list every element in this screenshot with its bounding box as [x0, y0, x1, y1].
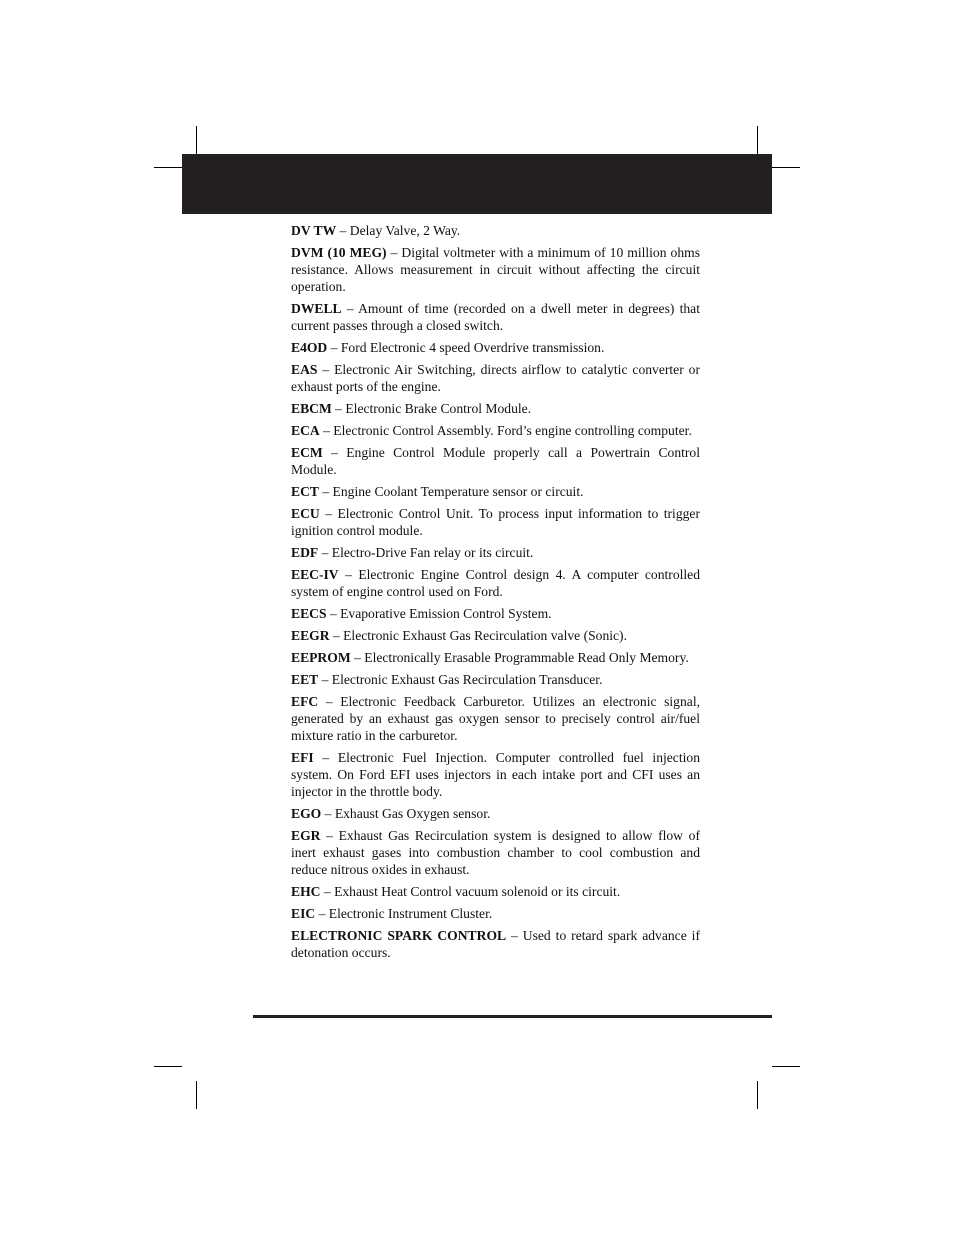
glossary-term: ECT — [291, 484, 319, 499]
glossary-entry — [291, 749, 700, 800]
glossary-term: EGR — [291, 828, 321, 843]
glossary-term: EEGR — [291, 628, 330, 643]
glossary-entry — [291, 566, 700, 600]
glossary-definition: – Electronic Engine Control design 4. A computer controlled system of engine control used on Ford. — [291, 567, 700, 599]
glossary-definition: – Evaporative Emission Control System. — [326, 606, 552, 621]
glossary-term: EGO — [291, 806, 322, 821]
glossary-term: EECS — [291, 606, 327, 621]
crop-mark-top-right-vertical — [757, 126, 758, 154]
glossary-term: EDF — [291, 545, 319, 560]
crop-mark-top-left-horizontal — [154, 167, 182, 168]
glossary-definition: – Electronic Fuel Injection. Computer controlled fuel injection system. On Ford EFI uses injectors in each intake port and CFI uses an injector in the throttle body. — [291, 750, 700, 799]
glossary-definition: – Electronically Erasable Programmable Read Only Memory. — [350, 650, 689, 665]
glossary-entry — [291, 905, 700, 922]
glossary-term: ECU — [291, 506, 320, 521]
glossary-term: EET — [291, 672, 319, 687]
glossary-entry — [291, 544, 700, 561]
glossary-entry — [291, 649, 700, 666]
glossary-term: E4OD — [291, 340, 328, 355]
glossary-entry — [291, 693, 700, 744]
glossary-term: EFC — [291, 694, 319, 709]
crop-mark-bottom-right-vertical — [757, 1081, 758, 1109]
glossary-definition: – Engine Coolant Temperature sensor or circuit. — [318, 484, 584, 499]
glossary-term: ELECTRONIC SPARK CONTROL — [291, 928, 507, 943]
glossary-definition: – Electronic Control Unit. To process input information to trigger ignition control module. — [291, 506, 700, 538]
glossary-entry — [291, 422, 700, 439]
glossary-definition: – Delay Valve, 2 Way. — [336, 223, 461, 238]
glossary-entry — [291, 300, 700, 334]
glossary-definition: – Electronic Feedback Carburetor. Utilizes an electronic signal, generated by an exhaust gas oxygen sensor to precisely control air/fuel mixture ratio in the carburetor. — [291, 694, 700, 743]
glossary-definition: – Electronic Control Assembly. Ford’s engine controlling computer. — [319, 423, 692, 438]
glossary-definition: – Ford Electronic 4 speed Overdrive transmission. — [327, 340, 605, 355]
glossary-definition: – Used to retard spark advance if detonation occurs. — [291, 928, 700, 960]
glossary-definition: – Engine Control Module properly call a Powertrain Control Module. — [291, 445, 700, 477]
glossary-definition: – Exhaust Heat Control vacuum solenoid or its circuit. — [320, 884, 621, 899]
crop-mark-bottom-right-horizontal — [772, 1066, 800, 1067]
glossary-term: DV TW — [291, 223, 337, 238]
glossary-entry — [291, 361, 700, 395]
glossary-definition: – Exhaust Gas Recirculation system is designed to allow flow of inert exhaust gases into combustion chamber to cool combustion and reduce nitrous oxides in exhaust. — [291, 828, 700, 877]
page-footer-rule — [253, 1015, 772, 1018]
glossary-entry — [291, 671, 700, 688]
glossary-entry — [291, 444, 700, 478]
glossary-definition: – Electronic Brake Control Module. — [331, 401, 532, 416]
glossary-definition: – Amount of time (recorded on a dwell meter in degrees) that current passes through a closed switch. — [291, 301, 700, 333]
glossary-definition: – Digital voltmeter with a minimum of 10 million ohms resistance. Allows measurement in circuit without affecting the circuit operation. — [291, 245, 700, 294]
glossary-entry — [291, 505, 700, 539]
glossary-entry — [291, 339, 700, 356]
glossary-definition: – Electronic Exhaust Gas Recirculation Transducer. — [318, 672, 603, 687]
crop-mark-top-right-horizontal — [772, 167, 800, 168]
glossary-term: EEC-IV — [291, 567, 339, 582]
glossary-entry — [291, 222, 700, 239]
glossary-entry — [291, 400, 700, 417]
page-header-bar — [182, 154, 772, 214]
crop-mark-top-left-vertical — [196, 126, 197, 154]
glossary-entry — [291, 244, 700, 295]
glossary-term: DWELL — [291, 301, 342, 316]
glossary-entry — [291, 605, 700, 622]
glossary-term: EAS — [291, 362, 318, 377]
crop-mark-bottom-left-vertical — [196, 1081, 197, 1109]
glossary-term: EIC — [291, 906, 316, 921]
glossary-definition: – Electronic Air Switching, directs airflow to catalytic converter or exhaust ports of the engine. — [291, 362, 700, 394]
glossary-entry — [291, 927, 700, 961]
glossary-term: EFI — [291, 750, 314, 765]
glossary-term: ECA — [291, 423, 320, 438]
glossary-term: EBCM — [291, 401, 332, 416]
glossary-entry — [291, 883, 700, 900]
glossary-term: EEPROM — [291, 650, 351, 665]
glossary-list — [291, 222, 700, 966]
glossary-entry — [291, 827, 700, 878]
glossary-entry — [291, 627, 700, 644]
crop-mark-bottom-left-horizontal — [154, 1066, 182, 1067]
glossary-term: DVM (10 MEG) — [291, 245, 387, 260]
glossary-definition: – Electronic Instrument Cluster. — [315, 906, 493, 921]
glossary-definition: – Exhaust Gas Oxygen sensor. — [321, 806, 491, 821]
glossary-definition: – Electronic Exhaust Gas Recirculation valve (Sonic). — [329, 628, 627, 643]
glossary-entry — [291, 805, 700, 822]
glossary-entry — [291, 483, 700, 500]
glossary-term: ECM — [291, 445, 323, 460]
glossary-term: EHC — [291, 884, 321, 899]
glossary-definition: – Electro-Drive Fan relay or its circuit. — [318, 545, 534, 560]
